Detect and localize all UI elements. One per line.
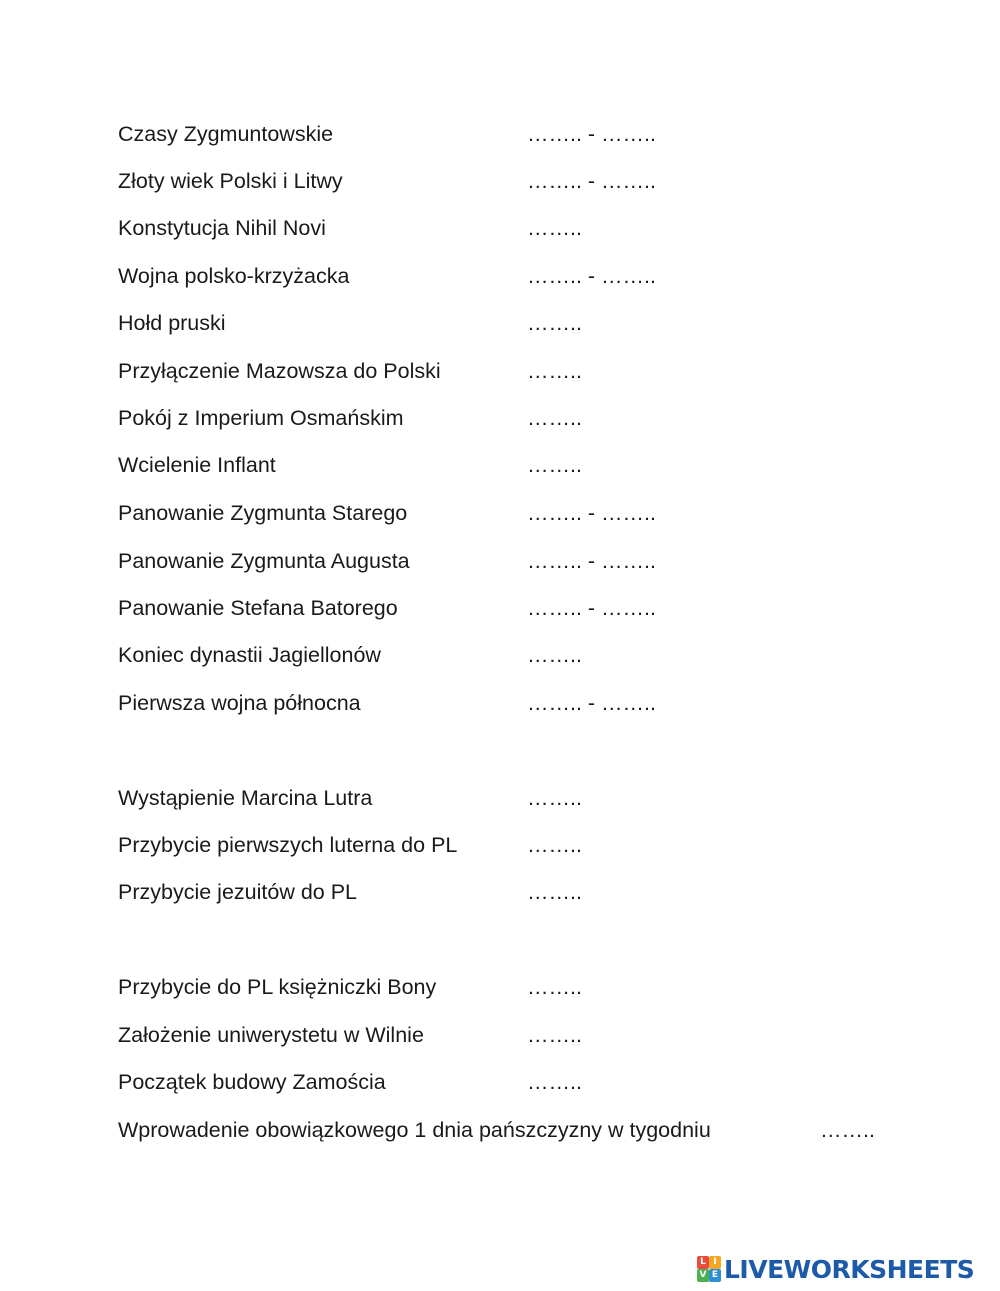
item-label: Przyłączenie Mazowsza do Polski xyxy=(118,359,441,383)
date-blank[interactable]: …….. xyxy=(527,1070,582,1094)
list-item xyxy=(0,450,1000,480)
list-item xyxy=(0,213,1000,243)
date-blank[interactable]: …….. xyxy=(527,311,582,335)
item-label: Założenie uniwerystetu w Wilnie xyxy=(118,1023,424,1047)
item-label: Przybycie pierwszych luterna do PL xyxy=(118,833,458,857)
list-item xyxy=(0,546,1000,576)
list-item xyxy=(0,498,1000,528)
item-label: Czasy Zygmuntowskie xyxy=(118,122,334,146)
liveworksheets-logo xyxy=(697,1254,974,1284)
date-blank[interactable]: …….. xyxy=(527,1023,582,1047)
list-item xyxy=(0,119,1000,149)
date-blank[interactable]: …….. xyxy=(527,359,582,383)
item-label: Przybycie do PL księżniczki Bony xyxy=(118,975,437,999)
date-blank[interactable]: …….. xyxy=(527,786,582,810)
date-blank[interactable]: …….. xyxy=(527,406,582,430)
list-item xyxy=(0,1115,1000,1145)
item-label: Koniec dynastii Jagiellonów xyxy=(118,643,381,667)
item-label: Panowanie Zygmunta Starego xyxy=(118,501,408,525)
item-label: Wystąpienie Marcina Lutra xyxy=(118,786,373,810)
item-label: Złoty wiek Polski i Litwy xyxy=(118,169,343,193)
list-item xyxy=(0,783,1000,813)
date-blank[interactable]: …….. - …….. xyxy=(527,122,656,146)
list-item xyxy=(0,830,1000,860)
list-item xyxy=(0,640,1000,670)
item-label: Panowanie Stefana Batorego xyxy=(118,596,398,620)
logo-letter-e: E xyxy=(709,1269,721,1282)
list-item xyxy=(0,356,1000,386)
item-label: Pokój z Imperium Osmańskim xyxy=(118,406,404,430)
logo-text: LIVEWORKSHEETS xyxy=(724,1254,975,1284)
list-item xyxy=(0,593,1000,623)
list-item xyxy=(0,261,1000,291)
list-item xyxy=(0,308,1000,338)
date-blank[interactable]: …….. - …….. xyxy=(527,264,656,288)
item-label: Hołd pruski xyxy=(118,311,226,335)
logo-letter-i: I xyxy=(709,1256,721,1269)
list-item xyxy=(0,166,1000,196)
item-label: Konstytucja Nihil Novi xyxy=(118,216,326,240)
item-label: Wojna polsko-krzyżacka xyxy=(118,264,350,288)
date-blank[interactable]: …….. xyxy=(527,833,582,857)
date-blank[interactable]: …….. xyxy=(527,453,582,477)
list-item xyxy=(0,1020,1000,1050)
list-item xyxy=(0,972,1000,1002)
date-blank[interactable]: …….. xyxy=(527,880,582,904)
date-blank[interactable]: …….. - …….. xyxy=(527,501,656,525)
date-blank[interactable]: …….. xyxy=(527,975,582,999)
item-label: Pierwsza wojna północna xyxy=(118,691,361,715)
list-item xyxy=(0,688,1000,718)
date-blank[interactable]: …….. - …….. xyxy=(527,169,656,193)
item-label: Przybycie jezuitów do PL xyxy=(118,880,357,904)
date-blank[interactable]: …….. - …….. xyxy=(527,691,656,715)
list-item xyxy=(0,1067,1000,1097)
logo-letter-l: L xyxy=(697,1256,709,1269)
logo-letter-v: V xyxy=(697,1269,709,1282)
item-label: Wprowadenie obowiązkowego 1 dnia pańszczyzny w tygodniu xyxy=(118,1118,711,1142)
date-blank[interactable]: …….. xyxy=(527,643,582,667)
date-blank[interactable]: …….. xyxy=(527,216,582,240)
list-item xyxy=(0,403,1000,433)
item-label: Początek budowy Zamościa xyxy=(118,1070,386,1094)
date-blank[interactable]: …….. - …….. xyxy=(527,549,656,573)
item-label: Wcielenie Inflant xyxy=(118,453,276,477)
date-blank[interactable]: …….. xyxy=(820,1118,875,1142)
liveworksheets-logo-icon xyxy=(697,1256,721,1282)
item-label: Panowanie Zygmunta Augusta xyxy=(118,549,410,573)
date-blank[interactable]: …….. - …….. xyxy=(527,596,656,620)
list-item xyxy=(0,877,1000,907)
